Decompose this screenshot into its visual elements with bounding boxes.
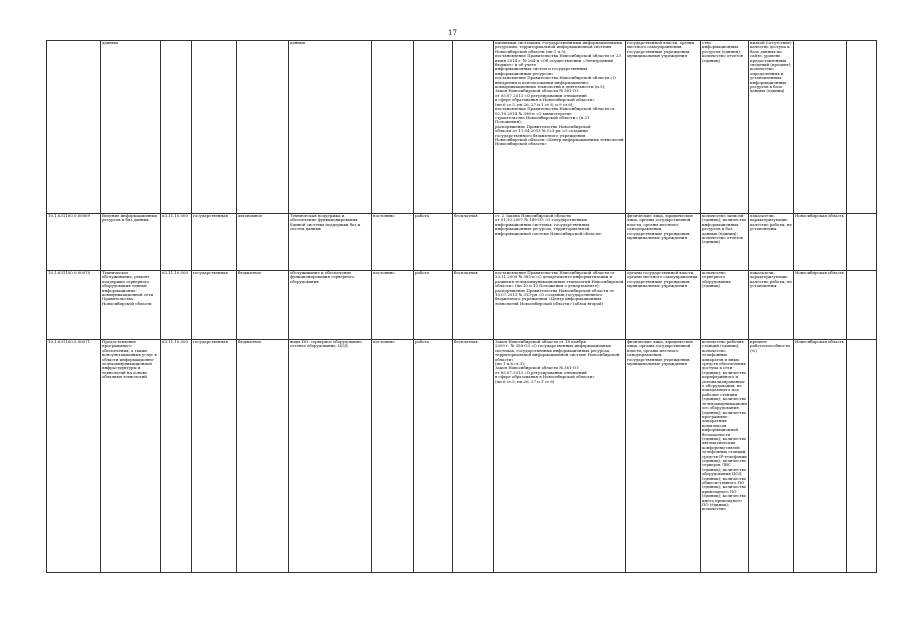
cell-service-content: Техническая поддержка и обеспечение функционирования Единой системы поддержки баз и систем данных [289, 214, 372, 271]
cell-service-type [192, 41, 237, 214]
cell-quality-indicator: низкой (отсутствие) качество доступа к базе данных на сайте, уровень предоставленных сведений (процент); количество определенных и установленных информационных ресурсов в базе данных (единиц) [749, 41, 794, 214]
cell-quality-indicator: процент работоспособности (%) [749, 340, 794, 573]
cell-note [847, 271, 877, 340]
cell-legal-basis: ст. 2 Закона Новосибирской области от 01.10.2007 № 149-ОЗ «О государственных информационных системах, государственных информационных ресурсах, территориальной информационной системе Новосибирской области» [494, 214, 626, 271]
cell-okved-code [161, 41, 192, 214]
cell-quality-indicator: показатели, характеризующие качество работы, не установлены [749, 271, 794, 340]
cell-legal-basis: постановление Правительства Новосибирской области от 23.11.2009 № 385-п «О департаменте информатизации и развития телекоммуникационных технологий Новосибирской области» (пп.10 п.10 Положения о департаменте); распоряжение Правительства Новосибирской области от 15.07.2013 № 315-рп «О создании государственного бюджетного учреждения «Центр информационных технологий Новосибирской области» (абзац второй) [494, 271, 626, 340]
cell-note [847, 340, 877, 573]
cell-service-type: государственная [192, 214, 237, 271]
cell-okved-code: 63.11.10.000 [161, 271, 192, 340]
cell-service-kind: работа [414, 271, 453, 340]
cell-volume-indicator: ство информационных ресурсов (единиц); количество отчетов (единиц) [701, 41, 749, 214]
cell-institution-type: бюджетное [237, 340, 289, 573]
cell-institution-type: бюджетное [237, 271, 289, 340]
cell-payment-type [453, 41, 494, 214]
cell-registry-number: 10.1.631100.0.00069 [47, 214, 101, 271]
cell-territory: Новосибирская область [794, 271, 847, 340]
cell-payment-type: бесплатная [453, 340, 494, 573]
cell-note [847, 41, 877, 214]
cell-consumer-category: физические лица, юридические лица, органы государственной власти, органы местного самоуправления, государственные учреждения, муниципальные учреждения [626, 340, 701, 573]
cell-note [847, 214, 877, 271]
cell-registry-number [47, 41, 101, 214]
page-number: 17 [448, 29, 457, 37]
cell-registry-number: 10.1.631100.0.00071 [47, 340, 101, 573]
cell-quality-indicator: показатели, характеризующие качество работы, не установлены [749, 214, 794, 271]
cell-volume-indicator: количество серверного оборудования (единиц) [701, 271, 749, 340]
cell-legal-basis: Закон Новосибирской области от 18 ноября 2009 г. № 358-ОЗ «О государственных информационных системах, государственных информационных ресурсах, территориальной информационной системе Новосибирской области» (пп.1 п.6 ст.3); Закон Новосибирской области № 361-ОЗ от 05.07.2013 «О регулировании отношений в сфере образования в Новосибирской области» (пп.6 ст.5, пп.26, 27 п.1 ст.6) [494, 340, 626, 573]
cell-institution-type [237, 41, 289, 214]
cell-territory [794, 41, 847, 214]
cell-service-type: государственная [192, 340, 237, 573]
cell-service-content: обслуживание и обеспечение функционирования серверного оборудования [289, 271, 372, 340]
cell-consumer-category: физические лица, юридические лица, органы государственной власти, органы местного самоуправления, государственные учреждения, муниципальные учреждения [626, 214, 701, 271]
cell-payment-type: бесплатная [453, 271, 494, 340]
cell-frequency: постоянно [372, 214, 414, 271]
cell-service-kind [414, 41, 453, 214]
cell-service-name: Предоставление программного обеспечения, а также консультационных услуг в области информационно-телекоммуникационной инфраструктуры и технологий на основе облачных технологий [101, 340, 161, 573]
table-row [47, 41, 877, 214]
table-row [47, 340, 877, 573]
cell-frequency: постоянно [372, 271, 414, 340]
cell-service-kind: работа [414, 340, 453, 573]
cell-frequency [372, 41, 414, 214]
cell-consumer-category: органы государственной власти, органы местного самоуправления, государственные учреждения, муниципальные учреждения [626, 271, 701, 340]
cell-institution-type: автономное [237, 214, 289, 271]
cell-volume-indicator: количество записей (единиц); количество информационных ресурсов и баз данных (единиц); количество отчетов (единиц) [701, 214, 749, 271]
cell-service-name: Ведение информационных ресурсов и баз данных [101, 214, 161, 271]
cell-registry-number: 10.1.631100.0.00070 [47, 271, 101, 340]
cell-frequency: постоянно [372, 340, 414, 573]
cell-service-name: Техническое обслуживание, ремонт, поддержка серверного оборудования единой информационно-коммуникационной сети Правительства Новосибирской области [101, 271, 161, 340]
cell-legal-basis: ционными системами, государственными информационными ресурсами, территориальной информационной системы Новосибирской области (пп.1 п.5); постановление Правительства Новосибирской области от 23 июня 2014 г. № 264-п «Об осуществлении «Электронный бюджет» и об учете информационных систем и государственных информационных ресурсов» постановление Правительства Новосибирской области «О внедрении и использовании информационно-коммуникационных технологий в деятельности (п.5); Закон Новосибирской области № 361-ОЗ от 05.07.2013 «О регулировании отношений в сфере образования в Новосибирской области» (пп.6 ст.5, пп.26, 27 п.1 ст.6, п.9 ст.6); постановление Правительства Новосибирской области от 02.10.2014 № 396-п «О министерстве строительства Новосибирской области» (п.21 Положения); распоряжение Правительства Новосибирской области от 11.04.2013 № 123-рп «О создании государственного бюджетного учреждения Новосибирской области «Центр информационных технологий Новосибирской области» [494, 41, 626, 214]
cell-service-content: данных [289, 41, 372, 214]
cell-consumer-category: государственной власти, органы местного самоуправления, государственные учреждения, муниципальные учреждения [626, 41, 701, 214]
cell-volume-indicator: количество рабочих станций (единиц); количество телефонных аппаратов и иных средств обеспечения доступа к сети (единиц); количество периферийного и специализированного оборудования, не попадающего под рабочие станции (единиц); количество телекоммуникационного оборудования (единиц); количество программно-аппаратных комплексов информационной безопасности (единиц); количество автоматических конференц-связей телефонных станций, средств IP-телефонии (единиц); количество серверов ЛВС (единиц); количество оборудования ЦОД (единиц); количество общесистемного ПО (единиц); количество прикладного ПО (единиц); количество иного прикладного ПО (единиц); количество [701, 340, 749, 573]
cell-okved-code: 63.11.10.000 [161, 214, 192, 271]
table-row [47, 214, 877, 271]
cell-service-kind: работа [414, 214, 453, 271]
cell-territory: Новосибирская область [794, 340, 847, 573]
table-row [47, 271, 877, 340]
cell-payment-type: бесплатная [453, 214, 494, 271]
cell-service-content: виды ПО: серверное оборудование, сетевое оборудование, ЦОД [289, 340, 372, 573]
cell-service-type: государственная [192, 271, 237, 340]
cell-territory: Новосибирская область [794, 214, 847, 271]
cell-service-name: данным [101, 41, 161, 214]
cell-okved-code: 63.11.10.000 [161, 340, 192, 573]
services-registry-table [46, 40, 877, 573]
